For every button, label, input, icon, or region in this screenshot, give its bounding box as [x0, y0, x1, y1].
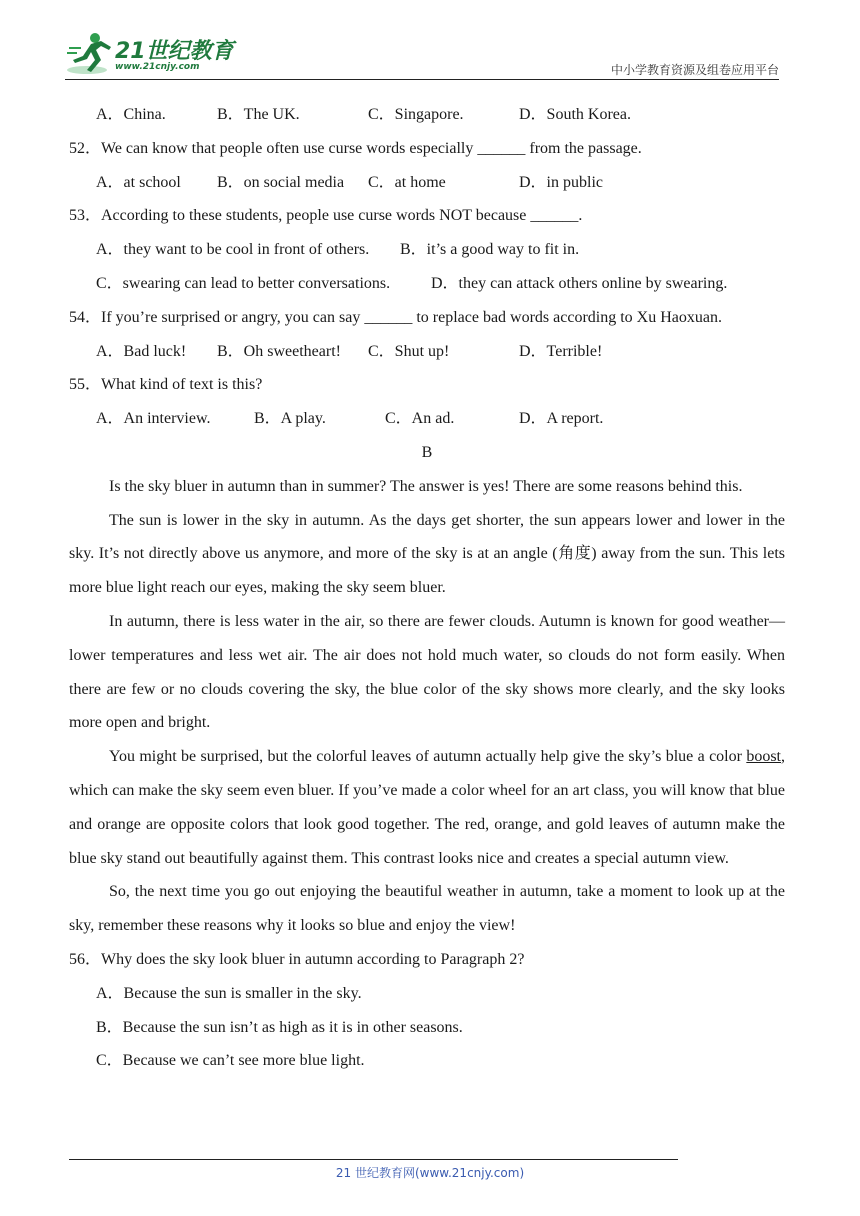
q52-stem: 52．We can know that people often use curse words especially ______ from the passage.	[69, 139, 642, 157]
header-divider	[65, 79, 779, 80]
q55-option-b: B．A play.	[254, 410, 326, 428]
q56-option-a: A．Because the sun is smaller in the sky.	[96, 984, 362, 1002]
q54-options	[69, 335, 785, 369]
q53-option-b: B．it’s a good way to fit in.	[400, 241, 580, 259]
q51-option-c: C．Singapore.	[368, 106, 464, 123]
q53-option-a: A．they want to be cool in front of others.	[96, 241, 370, 259]
logo-text: 21世纪教育	[115, 39, 234, 64]
q51-option-a: A．China.	[96, 106, 166, 123]
q56-option-b: B．Because the sun isn’t as high as it is in other seasons.	[96, 1018, 463, 1036]
q52-option-d: D．in public	[519, 173, 603, 191]
passage-paragraph-4	[69, 740, 785, 875]
q55-options	[69, 402, 785, 436]
footer-link[interactable]: 21 世纪教育网(www.21cnjy.com)	[335, 1166, 525, 1180]
q53-option-d: D．they can attack others online by swearing.	[431, 274, 728, 292]
underlined-word-boost: boost	[746, 748, 781, 766]
passage-paragraph-1: Is the sky bluer in autumn than in summer? The answer is yes! There are some reasons behind this.	[109, 477, 743, 495]
q53-stem: 53．According to these students, people use curse words NOT because ______.	[69, 207, 583, 225]
q56-stem: 56．Why does the sky look bluer in autumn according to Paragraph 2?	[69, 950, 525, 968]
q52-options	[69, 166, 785, 200]
q51-option-d: D．South Korea.	[519, 106, 631, 123]
passage-paragraph-2: The sun is lower in the sky in autumn. As the days get shorter, the sun appears lower and lower in the sky. It’s not directly above us anymore, and more of the sky is at an angle (角度) away from the sun. This lets more blue light reach our eyes, making the sky seem bluer.	[69, 511, 785, 597]
q55-option-a: A．An interview.	[96, 410, 211, 428]
q51-options	[69, 98, 785, 132]
footer-divider	[69, 1159, 678, 1160]
q53-options-row1	[69, 233, 785, 267]
main-content	[69, 98, 785, 1078]
q54-option-c: C．Shut up!	[368, 342, 450, 360]
q53-option-c: C．swearing can lead to better conversations.	[96, 274, 391, 292]
passage-paragraph-3: In autumn, there is less water in the air, so there are fewer clouds. Autumn is known for good weather—lower temperatures and less wet air. The air does not hold much water, so clouds do not form easily. When there are few or no clouds covering the sky, the blue color of the sky shows more clearly, and the sky looks more open and bright.	[69, 612, 785, 732]
q52-option-a: A．at school	[96, 173, 181, 191]
header-platform-text: 中小学教育资源及组卷应用平台	[610, 63, 779, 77]
q52-option-c: C．at home	[368, 173, 446, 191]
q55-option-c: C．An ad.	[385, 410, 455, 428]
q51-option-b: B．The UK.	[217, 106, 300, 123]
page-header	[65, 30, 779, 80]
q52-option-b: B．on social media	[217, 173, 345, 191]
logo-url: www.21cnjy.com	[115, 62, 200, 72]
q54-option-b: B．Oh sweetheart!	[217, 342, 341, 360]
q55-stem: 55．What kind of text is this?	[69, 376, 263, 394]
section-b-title: B	[421, 443, 433, 461]
logo	[65, 30, 234, 78]
q55-option-d: D．A report.	[519, 410, 604, 428]
p4-text-after: , which can make the sky seem even bluer. If you’ve made a color wheel for an art class, you will know that blue and orange are opposite colors that look good together. The red, orange, and gold leaves of autumn make the blue sky stand out beautifully against them. This contrast looks nice and creates a special autumn view.	[69, 748, 785, 867]
p4-text-before: You might be surprised, but the colorful leaves of autumn actually help give the sky’s blue a color	[109, 748, 747, 766]
q54-option-d: D．Terrible!	[519, 342, 603, 360]
running-man-icon	[65, 30, 115, 78]
q53-options-row2	[69, 267, 785, 301]
q54-option-a: A．Bad luck!	[96, 342, 187, 360]
q54-stem: 54．If you’re surprised or angry, you can say ______ to replace bad words according to Xu Haoxuan.	[69, 308, 722, 326]
passage-paragraph-5: So, the next time you go out enjoying the beautiful weather in autumn, take a moment to look up at the sky, remember these reasons why it looks so blue and enjoy the view!	[69, 883, 785, 935]
q56-option-c: C．Because we can’t see more blue light.	[96, 1052, 365, 1070]
